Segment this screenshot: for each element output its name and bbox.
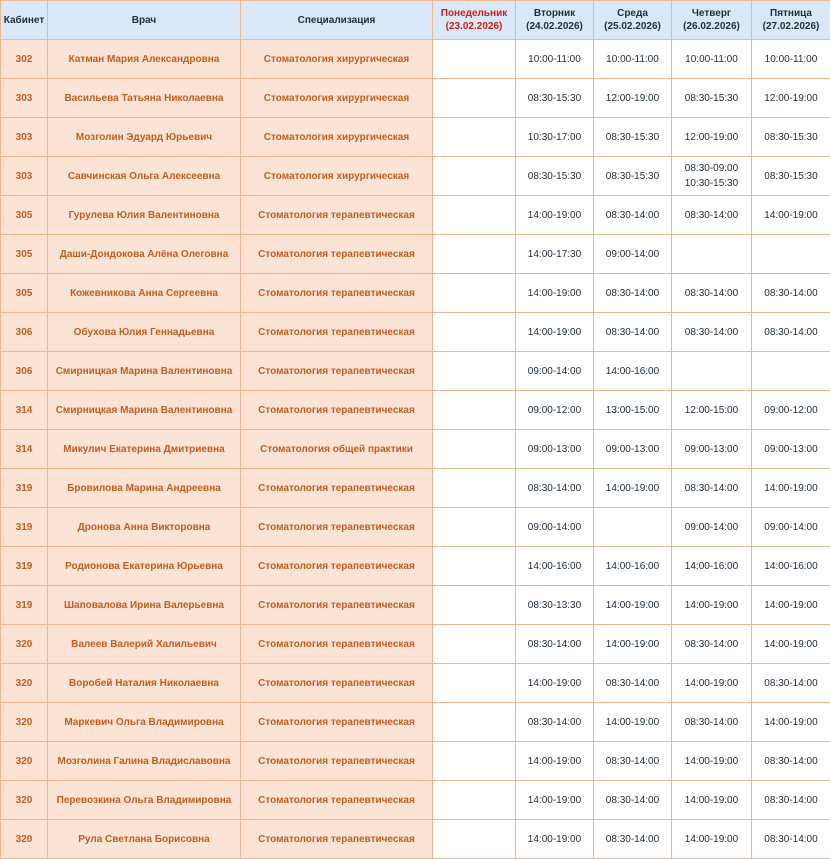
schedule-cell xyxy=(516,391,594,430)
time-slot: 14:00-19:00 xyxy=(674,598,749,613)
schedule-cell xyxy=(516,586,594,625)
day-name: Четверг xyxy=(692,8,731,19)
table-row xyxy=(1,196,830,235)
time-slot: 12:00-15:00 xyxy=(674,403,749,418)
time-slot: 14:00-19:00 xyxy=(754,481,828,496)
schedule-cell xyxy=(672,235,752,274)
time-slot: 08:30-15:30 xyxy=(596,169,669,184)
schedule-cell xyxy=(672,508,752,547)
time-slot: 14:00-19:00 xyxy=(674,754,749,769)
schedule-cell xyxy=(672,352,752,391)
specialization-cell: Стоматология терапевтическая xyxy=(241,625,433,664)
time-slot: 09:00-13:00 xyxy=(518,442,591,457)
schedule-cell xyxy=(752,313,830,352)
schedule-cell xyxy=(594,157,672,196)
time-slot: 14:00-19:00 xyxy=(518,793,591,808)
time-slot: 14:00-19:00 xyxy=(596,637,669,652)
schedule-cell xyxy=(516,742,594,781)
doctor-cell: Маркевич Ольга Владимировна xyxy=(48,703,241,742)
time-slot: 08:30-14:00 xyxy=(674,481,749,496)
time-slot: 08:30-15:30 xyxy=(674,91,749,106)
schedule-cell xyxy=(672,781,752,820)
schedule-cell xyxy=(752,742,830,781)
cabinet-cell: 319 xyxy=(1,547,48,586)
schedule-cell xyxy=(433,547,516,586)
schedule-cell xyxy=(752,391,830,430)
table-row xyxy=(1,703,830,742)
cabinet-cell: 314 xyxy=(1,430,48,469)
time-slot: 08:30-14:00 xyxy=(596,208,669,223)
day-name: Понедельник xyxy=(441,8,508,19)
time-slot: 08:30-14:00 xyxy=(754,325,828,340)
time-slot: 10:00-11:00 xyxy=(596,52,669,67)
time-slot: 09:00-14:00 xyxy=(518,364,591,379)
cabinet-cell: 302 xyxy=(1,40,48,79)
doctor-cell: Родионова Екатерина Юрьевна xyxy=(48,547,241,586)
schedule-cell xyxy=(433,469,516,508)
schedule-cell xyxy=(672,547,752,586)
schedule-cell xyxy=(752,79,830,118)
schedule-cell xyxy=(752,235,830,274)
schedule-cell xyxy=(594,313,672,352)
schedule-cell xyxy=(516,820,594,859)
schedule-cell xyxy=(752,664,830,703)
time-slot: 09:00-14:00 xyxy=(674,520,749,535)
specialization-cell: Стоматология терапевтическая xyxy=(241,196,433,235)
time-slot: 10:00-11:00 xyxy=(674,52,749,67)
specialization-cell: Стоматология терапевтическая xyxy=(241,703,433,742)
table-row xyxy=(1,118,830,157)
table-header xyxy=(1,1,830,40)
time-slot: 14:00-19:00 xyxy=(754,637,828,652)
specialization-cell: Стоматология хирургическая xyxy=(241,157,433,196)
time-slot: 08:30-14:00 xyxy=(674,637,749,652)
day-name: Пятница xyxy=(770,8,812,19)
table-row xyxy=(1,625,830,664)
schedule-cell xyxy=(433,664,516,703)
schedule-cell xyxy=(594,430,672,469)
schedule-cell xyxy=(672,157,752,196)
schedule-cell xyxy=(594,781,672,820)
specialization-cell: Стоматология хирургическая xyxy=(241,79,433,118)
schedule-cell xyxy=(433,586,516,625)
specialization-cell: Стоматология терапевтическая xyxy=(241,742,433,781)
specialization-cell: Стоматология терапевтическая xyxy=(241,352,433,391)
schedule-cell xyxy=(433,40,516,79)
table-row xyxy=(1,79,830,118)
time-slot: 09:00-13:00 xyxy=(674,442,749,457)
schedule-cell xyxy=(752,40,830,79)
time-slot: 08:30-14:00 xyxy=(674,325,749,340)
schedule-cell xyxy=(594,40,672,79)
cabinet-cell: 305 xyxy=(1,196,48,235)
schedule-cell xyxy=(752,703,830,742)
schedule-cell xyxy=(433,79,516,118)
specialization-cell: Стоматология терапевтическая xyxy=(241,313,433,352)
time-slot: 08:30-14:00 xyxy=(754,793,828,808)
table-row xyxy=(1,391,830,430)
schedule-cell xyxy=(752,547,830,586)
schedule-cell xyxy=(516,352,594,391)
schedule-cell xyxy=(433,781,516,820)
time-slot: 14:00-19:00 xyxy=(518,754,591,769)
time-slot: 14:00-19:00 xyxy=(674,832,749,847)
time-slot: 09:00-13:00 xyxy=(754,442,828,457)
day-date: (25.02.2026) xyxy=(604,21,661,32)
specialization-cell: Стоматология терапевтическая xyxy=(241,547,433,586)
schedule-cell xyxy=(594,742,672,781)
table-row xyxy=(1,274,830,313)
time-slot: 08:30-14:00 xyxy=(596,676,669,691)
time-slot: 08:30-14:00 xyxy=(518,715,591,730)
schedule-cell xyxy=(433,820,516,859)
schedule-cell xyxy=(433,196,516,235)
time-slot: 10:00-11:00 xyxy=(754,52,828,67)
doctor-cell: Дронова Анна Викторовна xyxy=(48,508,241,547)
schedule-cell xyxy=(672,40,752,79)
cabinet-cell: 320 xyxy=(1,703,48,742)
schedule-cell xyxy=(752,196,830,235)
schedule-cell xyxy=(672,118,752,157)
specialization-cell: Стоматология хирургическая xyxy=(241,118,433,157)
schedule-cell xyxy=(752,508,830,547)
schedule-cell xyxy=(516,235,594,274)
cabinet-cell: 306 xyxy=(1,313,48,352)
time-slot: 08:30-14:00 xyxy=(518,481,591,496)
specialization-cell: Стоматология терапевтическая xyxy=(241,664,433,703)
time-slot: 08:30-14:00 xyxy=(518,637,591,652)
time-slot: 14:00-19:00 xyxy=(754,598,828,613)
schedule-cell xyxy=(433,625,516,664)
cabinet-cell: 303 xyxy=(1,157,48,196)
header-doctor: Врач xyxy=(48,1,241,40)
cabinet-cell: 306 xyxy=(1,352,48,391)
time-slot: 08:30-14:00 xyxy=(674,286,749,301)
time-slot: 08:30-14:00 xyxy=(596,754,669,769)
doctor-cell: Смирницкая Марина Валентиновна xyxy=(48,352,241,391)
schedule-cell xyxy=(516,196,594,235)
time-slot: 09:00-12:00 xyxy=(754,403,828,418)
schedule-cell xyxy=(594,547,672,586)
schedule-cell xyxy=(672,703,752,742)
table-row xyxy=(1,40,830,79)
schedule-cell xyxy=(752,352,830,391)
time-slot: 14:00-19:00 xyxy=(518,832,591,847)
time-slot: 08:30-14:00 xyxy=(674,208,749,223)
schedule-cell xyxy=(752,625,830,664)
time-slot: 10:30-17:00 xyxy=(518,130,591,145)
schedule-cell xyxy=(594,79,672,118)
cabinet-cell: 320 xyxy=(1,781,48,820)
schedule-cell xyxy=(433,391,516,430)
schedule-cell xyxy=(594,664,672,703)
schedule-cell xyxy=(672,79,752,118)
time-slot: 08:30-15:30 xyxy=(518,169,591,184)
cabinet-cell: 319 xyxy=(1,508,48,547)
doctor-cell: Смирницкая Марина Валентиновна xyxy=(48,391,241,430)
table-body xyxy=(1,40,830,859)
schedule-cell xyxy=(672,625,752,664)
schedule-cell xyxy=(433,352,516,391)
table-row xyxy=(1,742,830,781)
schedule-cell xyxy=(516,430,594,469)
time-slot: 12:00-19:00 xyxy=(674,130,749,145)
doctor-cell: Катман Мария Александровна xyxy=(48,40,241,79)
schedule-cell xyxy=(672,469,752,508)
schedule-cell xyxy=(752,820,830,859)
cabinet-cell: 303 xyxy=(1,118,48,157)
doctor-cell: Савчинская Ольга Алексеевна xyxy=(48,157,241,196)
schedule-cell xyxy=(433,157,516,196)
schedule-cell xyxy=(752,469,830,508)
time-slot: 08:30-14:00 xyxy=(674,715,749,730)
schedule-cell xyxy=(516,547,594,586)
cabinet-cell: 319 xyxy=(1,586,48,625)
cabinet-cell: 305 xyxy=(1,235,48,274)
time-slot: 09:00-12:00 xyxy=(518,403,591,418)
time-slot: 08:30-14:00 xyxy=(754,754,828,769)
time-slot: 14:00-19:00 xyxy=(674,676,749,691)
schedule-cell xyxy=(433,235,516,274)
schedule-cell xyxy=(594,352,672,391)
schedule-cell xyxy=(433,274,516,313)
schedule-cell xyxy=(516,157,594,196)
schedule-cell xyxy=(433,313,516,352)
schedule-cell xyxy=(594,274,672,313)
header-day-friday xyxy=(752,1,830,40)
specialization-cell: Стоматология терапевтическая xyxy=(241,820,433,859)
schedule-cell xyxy=(433,703,516,742)
schedule-cell xyxy=(516,79,594,118)
cabinet-cell: 320 xyxy=(1,664,48,703)
time-slot: 08:30-14:00 xyxy=(754,286,828,301)
schedule-cell xyxy=(594,625,672,664)
time-slot: 08:30-15:30 xyxy=(754,169,828,184)
schedule-cell xyxy=(516,664,594,703)
time-slot: 09:00-14:00 xyxy=(596,247,669,262)
doctor-cell: Мозголина Галина Владиславовна xyxy=(48,742,241,781)
time-slot: 10:00-11:00 xyxy=(518,52,591,67)
doctor-cell: Бровилова Марина Андреевна xyxy=(48,469,241,508)
schedule-cell xyxy=(433,508,516,547)
schedule-cell xyxy=(516,469,594,508)
table-row xyxy=(1,430,830,469)
day-date: (26.02.2026) xyxy=(683,21,740,32)
schedule-cell xyxy=(672,430,752,469)
specialization-cell: Стоматология терапевтическая xyxy=(241,235,433,274)
schedule-cell xyxy=(516,625,594,664)
time-slot: 14:00-16:00 xyxy=(674,559,749,574)
table-row xyxy=(1,508,830,547)
time-slot: 14:00-16:00 xyxy=(596,559,669,574)
table-row xyxy=(1,313,830,352)
table-row xyxy=(1,664,830,703)
day-date: (24.02.2026) xyxy=(526,21,583,32)
schedule-cell xyxy=(594,118,672,157)
header-day-wednesday xyxy=(594,1,672,40)
day-name: Среда xyxy=(617,8,648,19)
cabinet-cell: 319 xyxy=(1,469,48,508)
doctor-cell: Перевозкина Ольга Владимировна xyxy=(48,781,241,820)
time-slot: 14:00-17:30 xyxy=(518,247,591,262)
schedule-cell xyxy=(672,586,752,625)
cabinet-cell: 320 xyxy=(1,742,48,781)
table-row xyxy=(1,157,830,196)
cabinet-cell: 320 xyxy=(1,625,48,664)
time-slot: 09:00-14:00 xyxy=(518,520,591,535)
time-slot: 12:00-19:00 xyxy=(754,91,828,106)
schedule-cell xyxy=(433,430,516,469)
doctor-cell: Мозголин Эдуард Юрьевич xyxy=(48,118,241,157)
specialization-cell: Стоматология терапевтическая xyxy=(241,391,433,430)
time-slot: 09:00-13:00 xyxy=(596,442,669,457)
time-slot: 14:00-19:00 xyxy=(754,208,828,223)
table-row xyxy=(1,820,830,859)
schedule-cell xyxy=(752,157,830,196)
table-row xyxy=(1,547,830,586)
time-slot: 08:30-09:00 xyxy=(674,161,749,176)
schedule-cell xyxy=(672,742,752,781)
schedule-cell xyxy=(594,586,672,625)
header-day-monday xyxy=(433,1,516,40)
schedule-cell xyxy=(594,703,672,742)
time-slot: 08:30-14:00 xyxy=(596,325,669,340)
table-row xyxy=(1,352,830,391)
specialization-cell: Стоматология терапевтическая xyxy=(241,586,433,625)
time-slot: 08:30-14:00 xyxy=(754,676,828,691)
time-slot: 14:00-19:00 xyxy=(596,715,669,730)
header-specialization: Специализация xyxy=(241,1,433,40)
time-slot: 14:00-19:00 xyxy=(596,481,669,496)
time-slot: 12:00-19:00 xyxy=(596,91,669,106)
specialization-cell: Стоматология терапевтическая xyxy=(241,781,433,820)
schedule-cell xyxy=(672,274,752,313)
cabinet-cell: 305 xyxy=(1,274,48,313)
time-slot: 09:00-14:00 xyxy=(754,520,828,535)
doctor-cell: Даши-Дондокова Алёна Олеговна xyxy=(48,235,241,274)
schedule-cell xyxy=(516,274,594,313)
time-slot: 14:00-16:00 xyxy=(596,364,669,379)
doctor-cell: Кожевникова Анна Сергеевна xyxy=(48,274,241,313)
time-slot: 14:00-19:00 xyxy=(518,286,591,301)
time-slot: 08:30-13:30 xyxy=(518,598,591,613)
doctor-cell: Рула Светлана Борисовна xyxy=(48,820,241,859)
doctor-cell: Васильева Татьяна Николаевна xyxy=(48,79,241,118)
time-slot: 08:30-14:00 xyxy=(754,832,828,847)
time-slot: 14:00-19:00 xyxy=(518,676,591,691)
time-slot: 08:30-14:00 xyxy=(596,832,669,847)
schedule-cell xyxy=(516,40,594,79)
specialization-cell: Стоматология терапевтическая xyxy=(241,508,433,547)
schedule-cell xyxy=(672,196,752,235)
table-row xyxy=(1,781,830,820)
schedule-cell xyxy=(516,118,594,157)
schedule-cell xyxy=(672,391,752,430)
schedule-cell xyxy=(672,664,752,703)
doctor-cell: Микулич Екатерина Дмитриевна xyxy=(48,430,241,469)
doctor-cell: Гурулева Юлия Валентиновна xyxy=(48,196,241,235)
day-date: (27.02.2026) xyxy=(763,21,820,32)
time-slot: 13:00-15:00 xyxy=(596,403,669,418)
header-day-tuesday xyxy=(516,1,594,40)
schedule-cell xyxy=(516,781,594,820)
schedule-cell xyxy=(594,196,672,235)
time-slot: 14:00-19:00 xyxy=(518,208,591,223)
time-slot: 14:00-19:00 xyxy=(674,793,749,808)
time-slot: 08:30-15:30 xyxy=(518,91,591,106)
doctor-cell: Воробей Наталия Николаевна xyxy=(48,664,241,703)
cabinet-cell: 303 xyxy=(1,79,48,118)
time-slot: 08:30-15:30 xyxy=(596,130,669,145)
specialization-cell: Стоматология терапевтическая xyxy=(241,274,433,313)
day-date: (23.02.2026) xyxy=(446,21,503,32)
time-slot: 14:00-16:00 xyxy=(754,559,828,574)
doctor-cell: Валеев Валерий Халильевич xyxy=(48,625,241,664)
header-cabinet: Кабинет xyxy=(1,1,48,40)
schedule-cell xyxy=(594,235,672,274)
cabinet-cell: 320 xyxy=(1,820,48,859)
schedule-cell xyxy=(752,430,830,469)
specialization-cell: Стоматология хирургическая xyxy=(241,40,433,79)
schedule-cell xyxy=(672,820,752,859)
doctor-cell: Шаповалова Ирина Валерьевна xyxy=(48,586,241,625)
time-slot: 14:00-19:00 xyxy=(518,325,591,340)
specialization-cell: Стоматология терапевтическая xyxy=(241,469,433,508)
specialization-cell: Стоматология общей практики xyxy=(241,430,433,469)
schedule-cell xyxy=(752,781,830,820)
schedule-cell xyxy=(433,742,516,781)
schedule-cell xyxy=(433,118,516,157)
schedule-cell xyxy=(594,508,672,547)
time-slot: 10:30-15:30 xyxy=(674,176,749,191)
table-row xyxy=(1,469,830,508)
header-day-thursday xyxy=(672,1,752,40)
time-slot: 08:30-14:00 xyxy=(596,286,669,301)
schedule-cell xyxy=(594,469,672,508)
schedule-cell xyxy=(516,508,594,547)
doctor-cell: Обухова Юлия Геннадьевна xyxy=(48,313,241,352)
schedule-cell xyxy=(594,391,672,430)
cabinet-cell: 314 xyxy=(1,391,48,430)
time-slot: 08:30-15:30 xyxy=(754,130,828,145)
schedule-cell xyxy=(752,118,830,157)
time-slot: 14:00-16:00 xyxy=(518,559,591,574)
time-slot: 14:00-19:00 xyxy=(754,715,828,730)
time-slot: 08:30-14:00 xyxy=(596,793,669,808)
time-slot: 14:00-19:00 xyxy=(596,598,669,613)
schedule-cell xyxy=(752,274,830,313)
table-row xyxy=(1,586,830,625)
day-name: Вторник xyxy=(534,8,575,19)
table-row xyxy=(1,235,830,274)
schedule-cell xyxy=(672,313,752,352)
schedule-cell xyxy=(752,586,830,625)
schedule-cell xyxy=(516,703,594,742)
schedule-cell xyxy=(594,820,672,859)
schedule-cell xyxy=(516,313,594,352)
